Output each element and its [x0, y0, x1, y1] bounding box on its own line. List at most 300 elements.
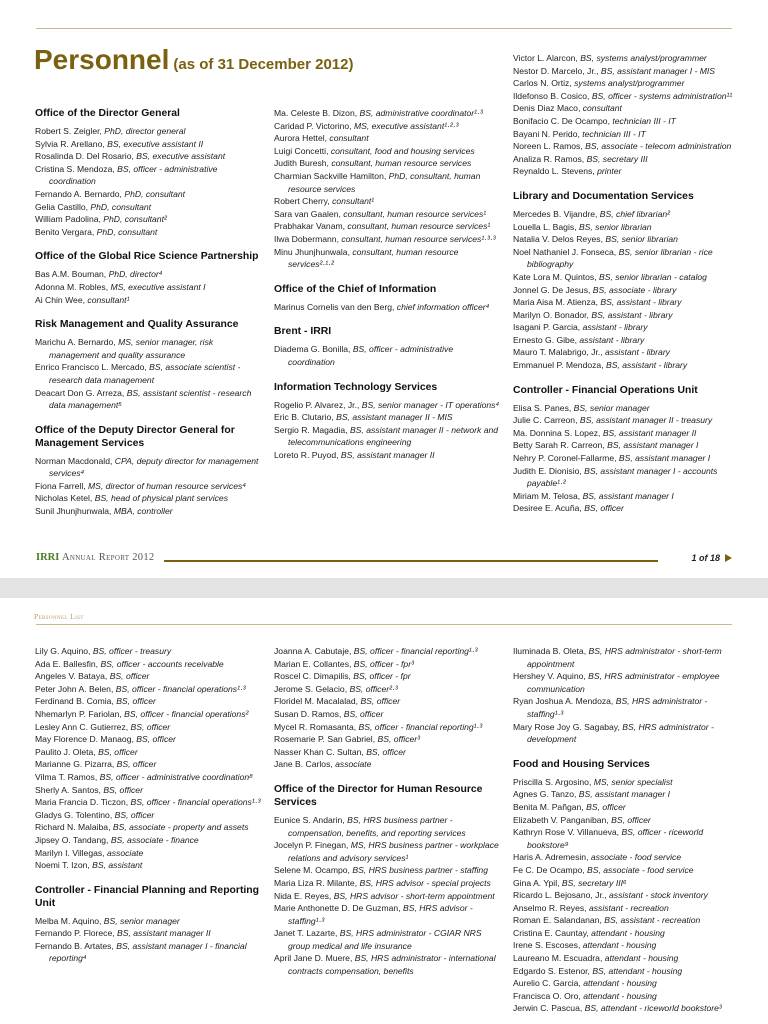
person-role: BS, assistant manager II: [602, 427, 697, 438]
personnel-entry: [513, 965, 735, 978]
person-role: BS, assistant manager I - accounts payable¹·²: [527, 465, 718, 489]
personnel-entry: [35, 721, 263, 734]
person-role: technician III - IT: [612, 115, 676, 126]
person-role: BS, assistant manager II: [117, 928, 211, 939]
person-name: Noemi T. Izon,: [35, 860, 93, 871]
personnel-entry: [35, 268, 263, 281]
personnel-entry: [274, 695, 502, 708]
person-name: Betty Sarah R. Carreon,: [513, 440, 608, 451]
personnel-entry: [513, 165, 735, 178]
personnel-entry: [513, 359, 735, 372]
personnel-entry: [35, 796, 263, 809]
person-role: BS, officer²·³: [349, 683, 398, 694]
person-role: attendant - housing: [582, 940, 657, 951]
person-role: consultant, human resource services¹: [347, 221, 491, 232]
person-role: BS, officer: [366, 746, 406, 757]
person-role: BS, assistant - library: [600, 297, 682, 308]
personnel-entry: [35, 821, 263, 834]
personnel-entry: [274, 399, 502, 412]
personnel-entry: [513, 153, 735, 166]
personnel-entry: [513, 90, 735, 103]
person-name: Robert Cherry,: [274, 196, 333, 207]
person-name: Louella L. Bagis,: [513, 221, 579, 232]
column-1: [35, 645, 263, 965]
personnel-entry: [274, 708, 502, 721]
personnel-entry: [35, 492, 263, 505]
person-role: consultant: [329, 133, 369, 144]
running-head-rule: [36, 624, 732, 625]
person-role: BS, HRS advisor - special projects: [359, 877, 491, 888]
person-name: Marichu A. Bernardo,: [35, 337, 119, 348]
section-heading: Office of the Global Rice Science Partnership: [35, 251, 259, 263]
personnel-entry: [35, 163, 263, 188]
person-role: BS, assistant - library: [591, 309, 673, 320]
person-name: Richard N. Malaiba,: [35, 822, 113, 833]
personnel-entry: [35, 361, 263, 386]
person-name: Benito Vergara,: [35, 226, 97, 237]
person-name: William Padolina,: [35, 214, 104, 225]
personnel-entry: [274, 195, 502, 208]
section-heading: Library and Documentation Services: [513, 190, 694, 202]
person-role: attendant - housing: [591, 927, 665, 938]
person-name: Natalia V. Delos Reyes,: [513, 234, 606, 245]
person-role: systems analyst/programmer: [574, 78, 685, 89]
person-role: BS, associate scientist - research data management: [49, 362, 241, 385]
person-name: Rosalinda D. Del Rosario,: [35, 151, 137, 162]
person-name: Cristina S. Mendoza,: [35, 163, 118, 174]
personnel-entry: [513, 221, 735, 234]
person-name: Kathryn Rose V. Villanueva,: [513, 827, 622, 838]
section-gap: [35, 872, 263, 884]
person-name: Reynaldo L. Stevens,: [513, 166, 598, 177]
person-role: BS, HRS business partner - compensation, benefits, and reporting services: [288, 814, 466, 838]
person-name: Minu Jhunjhunwala,: [274, 246, 353, 257]
section-heading: Controller - Financial Planning and Reporting Unit: [35, 884, 259, 909]
personnel-entry: [513, 952, 735, 965]
person-name: Paulito J. Oleta,: [35, 746, 99, 757]
person-name: Anselmo R. Reyes,: [513, 902, 589, 913]
personnel-entry: [513, 826, 735, 851]
personnel-entry: [274, 721, 502, 734]
personnel-entry: [513, 502, 735, 515]
personnel-entry: [274, 220, 502, 233]
personnel-entry: [35, 670, 263, 683]
person-role: BS, chief librarian²: [599, 208, 670, 219]
person-role: BS, officer - financial reporting¹·³: [353, 646, 478, 656]
section-heading: Risk Management and Quality Assurance: [35, 319, 239, 331]
person-role: associate: [335, 759, 372, 770]
personnel-entry: [513, 814, 735, 827]
person-name: Selene M. Ocampo,: [274, 865, 353, 876]
personnel-entry: [35, 927, 263, 940]
personnel-entry: [274, 814, 502, 839]
person-name: Nida E. Reyes,: [274, 890, 334, 901]
section-heading: Food and Housing Services: [513, 758, 650, 770]
personnel-entry: [513, 776, 735, 789]
person-name: Judith E. Dionisio,: [513, 465, 585, 476]
person-name: Laureano M. Escuadra,: [513, 953, 605, 964]
person-name: Mercedes B. Vijandre,: [513, 208, 600, 219]
person-name: Elisa S. Panes,: [513, 402, 574, 413]
personnel-entry: [274, 343, 502, 368]
person-role: BS, secretary III: [586, 153, 648, 164]
person-name: Gladys G. Tolentino,: [35, 809, 115, 820]
column-1: [35, 107, 263, 518]
personnel-entry: [513, 490, 735, 503]
person-name: Hershey V. Aquino,: [513, 671, 589, 682]
person-name: Jane B. Carlos,: [274, 759, 336, 770]
person-role: BS, officer - treasury: [92, 646, 172, 656]
personnel-entry: [35, 188, 263, 201]
personnel-entry: [274, 301, 502, 314]
person-role: BS, assistant manager I: [607, 440, 699, 451]
person-role: BS, executive assistant: [136, 151, 226, 162]
person-name: Lily G. Aquino,: [35, 646, 93, 656]
personnel-entry: [274, 157, 502, 170]
personnel-entry: [274, 132, 502, 145]
person-role: BS, officer: [343, 708, 384, 719]
person-name: Jerome S. Gelacio,: [274, 683, 350, 694]
personnel-entry: [274, 120, 502, 133]
column-3: [513, 52, 735, 515]
person-role: BS, officer - systems administration¹¹: [591, 90, 733, 101]
person-role: BS, officer: [136, 734, 176, 745]
person-name: Robert S. Zeigler,: [35, 126, 105, 136]
person-name: Angeles V. Bataya,: [35, 671, 110, 682]
person-name: Enrico Francisco L. Mercado,: [35, 362, 150, 373]
person-role: MS, HRS business partner - workplace relations and advisory services¹: [288, 840, 499, 863]
personnel-entry: [513, 246, 735, 271]
person-name: Nasser Khan C. Sultan,: [274, 746, 367, 757]
person-name: Nicholas Ketel,: [35, 493, 95, 504]
personnel-entry: [513, 670, 735, 695]
title-date: (as of 31 December 2012): [173, 56, 354, 73]
person-role: BS, officer: [98, 746, 138, 757]
person-role: BS, senior manager: [573, 402, 650, 413]
personnel-entry: [35, 294, 263, 307]
personnel-entry: [513, 296, 735, 309]
person-role: PhD, consultant: [90, 201, 152, 212]
person-role: BS, HRS business partner - staffing: [352, 865, 488, 876]
person-role: BS, HRS administrator - development: [527, 721, 714, 745]
person-name: Roman E. Salandanan,: [513, 915, 605, 926]
person-name: Roscel C. Dimapilis,: [274, 671, 354, 682]
person-name: Bayani N. Perido,: [513, 128, 583, 139]
person-name: Priscilla S. Argosino,: [513, 776, 594, 787]
person-name: Bas A.M. Bouman,: [35, 269, 109, 280]
personnel-entry: [274, 758, 502, 771]
person-name: Ferdinand B. Comia,: [35, 696, 117, 707]
person-role: BS, officer - riceworld bookstore⁹: [527, 827, 704, 850]
section-heading: Office of the Chief of Information: [274, 283, 437, 295]
person-role: BS, assistant manager II - network and telecommunications engineering: [288, 424, 499, 448]
person-role: BS, officer - financial operations¹·³: [130, 797, 261, 808]
person-name: Nestor D. Marcelo, Jr.,: [513, 65, 601, 76]
person-name: Marilyn O. Bonador,: [513, 309, 592, 320]
person-name: Marianne G. Pizarra,: [35, 759, 117, 770]
person-name: Janet T. Lazarte,: [274, 928, 340, 939]
person-name: Charmian Sackville Hamilton,: [274, 170, 389, 181]
personnel-entry: [274, 411, 502, 424]
person-role: BS, senior librarian - rice bibliography: [527, 246, 713, 270]
person-role: BS, administrative coordinator¹·³: [359, 108, 483, 118]
person-role: BS, officer - administrative coordination⁸: [99, 771, 253, 782]
person-name: Maria Liza R. Milante,: [274, 877, 360, 888]
person-role: assistant - library: [605, 347, 670, 358]
personnel-entry: [513, 889, 735, 902]
person-name: Marie Anthonette D. De Guzman,: [274, 903, 403, 914]
person-name: Fernando P. Florece,: [35, 928, 118, 939]
personnel-entry: [35, 125, 263, 138]
person-role: BS, associate - library: [592, 284, 677, 295]
personnel-entry: [274, 208, 502, 221]
page-number: 1 of 18: [691, 553, 720, 563]
person-role: BS, assistant manager I: [578, 789, 671, 800]
person-role: BS, officer - financial operations¹·³: [115, 683, 246, 694]
person-role: BS, assistant scientist - research data management⁵: [49, 387, 252, 411]
person-role: BS, assistant manager II - MIS: [336, 412, 453, 423]
person-name: Jonnel G. De Jesus,: [513, 284, 593, 295]
person-name: Loreto R. Puyod,: [274, 449, 341, 460]
personnel-entry: [274, 145, 502, 158]
personnel-entry: [274, 864, 502, 877]
person-name: Aurora Hettel,: [274, 133, 330, 144]
next-page-arrow-icon[interactable]: [725, 554, 732, 562]
person-name: Fernando B. Artates,: [35, 940, 117, 951]
person-role: PhD, consultant: [96, 226, 158, 237]
person-name: Emmanuel P. Mendoza,: [513, 360, 606, 371]
personnel-entry: [35, 733, 263, 746]
annual-report-label: Annual Report 2012: [61, 552, 155, 563]
person-name: Prabhakar Vanam,: [274, 221, 348, 232]
person-name: Sergio R. Magadia,: [274, 424, 350, 435]
person-role: associate - food service: [590, 852, 682, 863]
personnel-entry: [274, 683, 502, 696]
person-name: Maria Francia D. Ticzon,: [35, 797, 131, 808]
report-page-2: [0, 598, 768, 1024]
personnel-entry: [35, 505, 263, 518]
person-role: technician III - IT: [582, 128, 646, 139]
personnel-entry: [513, 977, 735, 990]
person-name: Rosemarie P. San Gabriel,: [274, 734, 378, 745]
personnel-entry: [274, 670, 502, 683]
column-3: [513, 645, 735, 1015]
person-role: BS, officer - fpr: [353, 671, 411, 682]
personnel-entry: [274, 233, 502, 246]
person-name: Julie C. Carreon,: [513, 415, 580, 426]
personnel-entry: [35, 201, 263, 214]
person-name: Lesley Ann C. Gutierrez,: [35, 721, 131, 732]
person-role: PhD, director⁴: [108, 269, 163, 280]
personnel-entry: [513, 902, 735, 915]
person-name: Norman Macdonald,: [35, 455, 115, 466]
person-name: April Jane D. Muere,: [274, 953, 355, 964]
personnel-entry: [35, 859, 263, 872]
person-name: Miriam M. Telosa,: [513, 490, 583, 501]
person-name: Bonifacio C. De Ocampo,: [513, 115, 613, 126]
personnel-entry: [513, 927, 735, 940]
person-role: BS, senior librarian - catalog: [598, 271, 707, 282]
person-role: BS, officer: [586, 801, 626, 812]
irri-logo-text: IRRI: [36, 552, 60, 563]
personnel-entry: [513, 208, 735, 221]
person-role: BS, assistant manager I - MIS: [600, 65, 716, 76]
person-name: Caridad P. Victorino,: [274, 120, 354, 131]
person-role: BS, officer - financial operations²: [124, 708, 249, 719]
section-gap: [513, 746, 735, 758]
personnel-entry: [513, 914, 735, 927]
personnel-entry: [35, 658, 263, 671]
person-role: MS, senior specialist: [593, 776, 673, 787]
personnel-entry: [513, 334, 735, 347]
person-role: BS, assistant manager I - financial reporting⁴: [49, 940, 247, 964]
person-role: BS, officer: [584, 503, 624, 514]
personnel-entry: [35, 940, 263, 965]
person-role: BS, executive assistant II: [107, 138, 204, 149]
page-separator: [0, 578, 768, 598]
person-role: BS, HRS administrator - staffing¹·³: [527, 696, 708, 719]
section-heading: Office of the Deputy Director General for Management Services: [35, 424, 235, 449]
personnel-entry: [274, 170, 502, 195]
person-name: Mary Rose Joy G. Sagabay,: [513, 721, 623, 732]
personnel-entry: [513, 77, 735, 90]
person-name: Francisca O. Oro,: [513, 990, 584, 1001]
personnel-entry: [513, 990, 735, 1003]
person-role: MS, senior manager, risk management and quality assurance: [49, 337, 214, 360]
person-role: consultant, food and housing services: [330, 145, 475, 156]
person-role: BS, officer: [114, 809, 155, 820]
person-role: BS, secretary III⁶: [561, 877, 627, 888]
title-text: Personnel: [34, 44, 170, 75]
person-name: Ricardo L. Bejosano, Jr.,: [513, 890, 610, 901]
person-name: Vilma T. Ramos,: [35, 771, 100, 782]
personnel-entry: [513, 52, 735, 65]
person-role: printer: [597, 166, 622, 177]
personnel-entry: [513, 128, 735, 141]
person-name: Melba M. Aquino,: [35, 915, 104, 926]
person-name: Mycel R. Romasanta,: [274, 721, 359, 732]
personnel-entry: [35, 695, 263, 708]
personnel-entry: [513, 115, 735, 128]
person-role: assistant - stock inventory: [609, 890, 708, 901]
footer-rule: [164, 560, 658, 562]
person-role: BS, HRS advisor - staffing¹·³: [288, 903, 473, 926]
person-name: Rogelio P. Alvarez, Jr.,: [274, 399, 362, 410]
personnel-entry: [513, 140, 735, 153]
personnel-entry: [513, 321, 735, 334]
personnel-entry: [274, 658, 502, 671]
person-name: Sylvia R. Arellano,: [35, 138, 108, 149]
personnel-entry: [274, 952, 502, 977]
personnel-entry: [513, 851, 735, 864]
person-role: consultant, human resource services²·¹·²: [288, 246, 459, 270]
personnel-entry: [513, 65, 735, 78]
top-rule: [36, 28, 732, 29]
person-name: Victor L. Alarcon,: [513, 53, 581, 63]
person-name: Aurelio C. Garcia,: [513, 978, 584, 989]
section-gap: [35, 306, 263, 318]
column-2: [274, 645, 502, 978]
personnel-entry: [35, 784, 263, 797]
section-gap: [513, 178, 735, 190]
personnel-entry: [513, 1002, 735, 1015]
person-name: Ada E. Ballesfin,: [35, 658, 101, 669]
person-name: Nehry P. Coronel-Fallarme,: [513, 453, 619, 464]
person-name: Deacart Don G. Arreza,: [35, 387, 127, 398]
person-name: Kate Lora M. Quintos,: [513, 271, 599, 282]
page-footer: [36, 552, 732, 568]
person-role: BS, assistant - library: [606, 360, 688, 371]
personnel-entry: [513, 309, 735, 322]
person-role: MBA, controller: [113, 506, 173, 517]
person-name: Isagani P. Garcia,: [513, 322, 583, 333]
person-name: Marinus Cornelis van den Berg,: [274, 301, 397, 312]
person-name: Gelia Castillo,: [35, 201, 91, 212]
person-name: Sunil Jhunjhunwala,: [35, 506, 114, 517]
person-role: BS, assistant manager I: [582, 490, 674, 501]
person-role: BS, officer: [103, 784, 143, 795]
person-role: consultant¹: [87, 294, 130, 305]
person-role: BS, HRS advisor - short-term appointment: [333, 890, 495, 901]
running-head: Personnel List: [34, 612, 84, 621]
person-role: consultant, human resource services¹·³·³: [341, 233, 496, 244]
person-role: BS, assistant manager II: [340, 449, 435, 460]
personnel-entry: [513, 452, 735, 465]
personnel-entry: [274, 902, 502, 927]
person-role: BS, attendant - riceworld bookstore³: [584, 1003, 722, 1014]
personnel-entry: [513, 788, 735, 801]
person-name: Irene S. Escoses,: [513, 940, 583, 951]
page-title: [34, 40, 354, 77]
personnel-entry: [35, 387, 263, 412]
personnel-entry: [513, 864, 735, 877]
section-heading: Office of the Director for Human Resource Services: [274, 783, 483, 808]
person-role: BS, officer - fpr³: [353, 658, 414, 669]
personnel-entry: [35, 746, 263, 759]
personnel-entry: [274, 927, 502, 952]
person-role: assistant - library: [582, 322, 648, 333]
personnel-entry: [35, 213, 263, 226]
person-name: Ai Chin Wee,: [35, 294, 88, 305]
personnel-entry: [274, 733, 502, 746]
personnel-entry: [35, 683, 263, 696]
person-role: BS, officer: [611, 814, 651, 825]
personnel-entry: [513, 801, 735, 814]
person-role: MS, executive assistant I: [110, 281, 206, 292]
person-name: Benita M. Pañgan,: [513, 801, 587, 812]
section-heading: Controller - Financial Operations Unit: [513, 384, 698, 396]
personnel-entry: [274, 449, 502, 462]
person-role: assistant - recreation: [588, 902, 669, 913]
person-role: BS, senior librarian: [578, 221, 652, 232]
person-name: Adonna M. Robles,: [35, 281, 111, 292]
person-role: consultant, human resource services¹: [343, 208, 487, 219]
personnel-entry: [274, 107, 502, 120]
personnel-entry: [35, 834, 263, 847]
person-role: BS, associate - property and assets: [112, 822, 249, 833]
personnel-entry: [35, 847, 263, 860]
person-name: Elizabeth V. Panganiban,: [513, 814, 612, 825]
person-name: Jerwin C. Pascua,: [513, 1003, 585, 1014]
person-name: Edgardo S. Estenor,: [513, 965, 593, 976]
person-name: Peter John A. Belen,: [35, 683, 116, 694]
personnel-entry: [513, 465, 735, 490]
personnel-entry: [513, 721, 735, 746]
person-role: chief information officer⁴: [396, 301, 490, 312]
personnel-entry: [513, 695, 735, 720]
person-role: BS, head of physical plant services: [94, 493, 228, 504]
personnel-entry: [513, 233, 735, 246]
